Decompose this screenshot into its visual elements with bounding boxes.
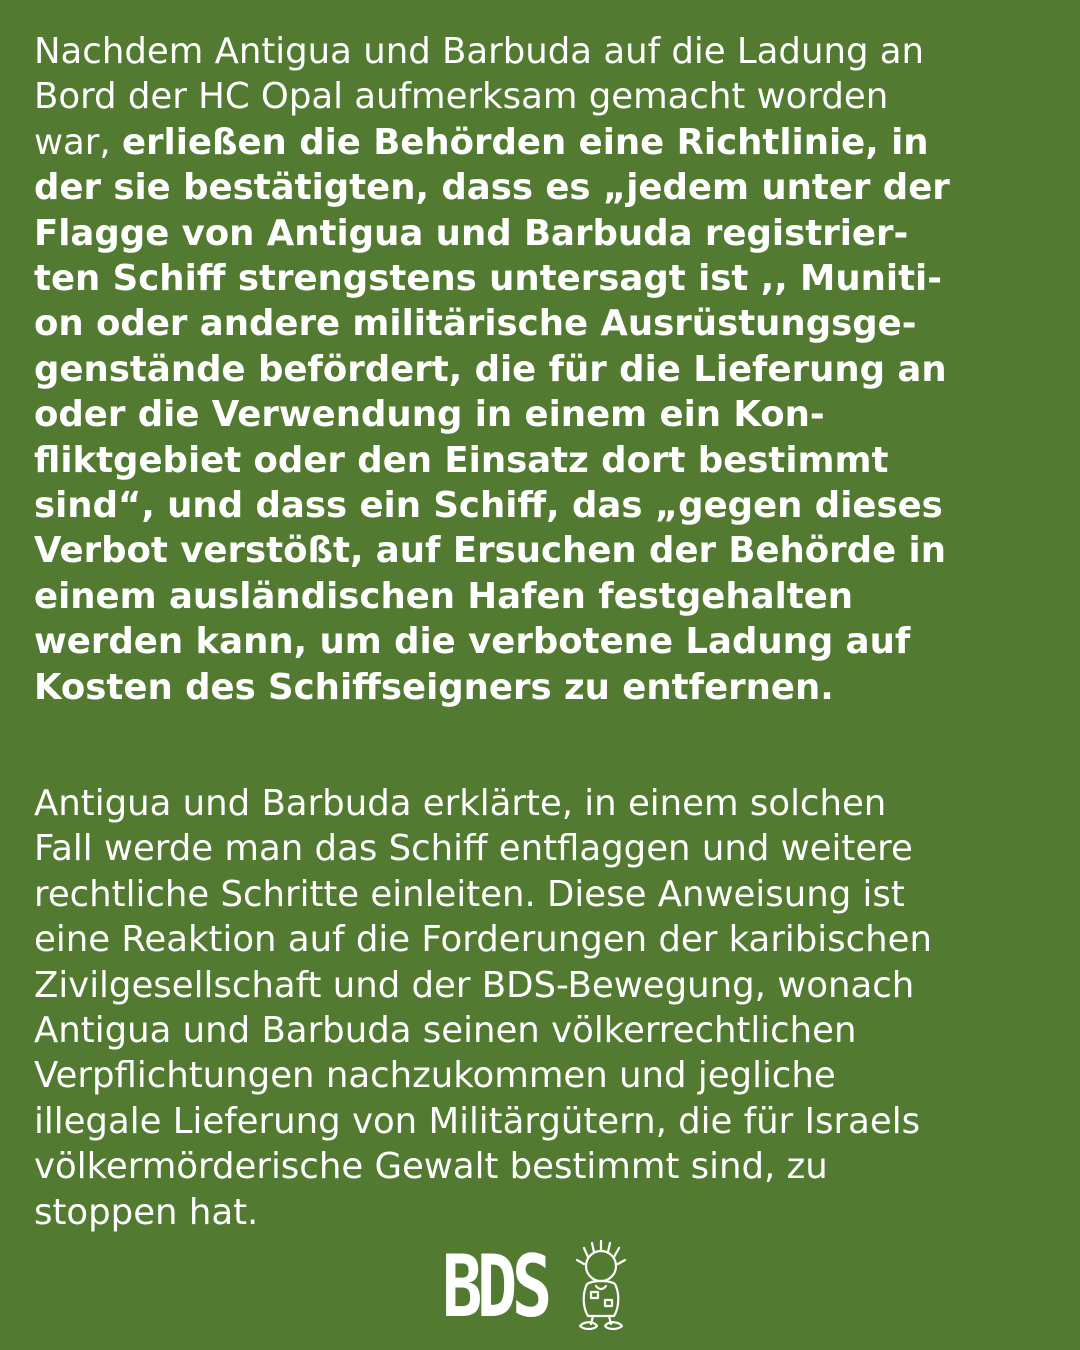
text-line: Kosten des Schiffseigners zu entfernen. <box>34 666 834 708</box>
text-line: einem ausländischen Hafen festgehalten <box>34 575 854 617</box>
text-line: ten Schiff strengstens untersagt ist ,, Muniti- <box>34 258 942 300</box>
bds-logo <box>442 1237 642 1337</box>
paragraph-1 <box>34 29 1064 710</box>
text-line: Flagge von Antigua und Barbuda registrier- <box>34 212 909 254</box>
text-line: Verbot verstößt, auf Ersuchen der Behörde in <box>34 530 946 572</box>
text-line: völkermörderische Gewalt bestimmt sind, zu <box>34 1146 828 1188</box>
text-line: Antigua und Barbuda seinen völkerrechtlichen <box>34 1010 857 1052</box>
text-line: Zivilgesellschaft und der BDS-Bewegung, wonach <box>34 964 915 1006</box>
text-line: war, erließen die Behörden eine Richtlinie, in <box>34 121 929 163</box>
text-line: eine Reaktion auf die Forderungen der karibischen <box>34 919 933 961</box>
text-line: Antigua und Barbuda erklärte, in einem solchen <box>34 783 887 824</box>
handala-figure-icon <box>574 1240 630 1332</box>
bds-logo-text: BDS <box>442 1237 547 1337</box>
text-line: der sie bestätigten, dass es „jedem unter der <box>34 167 950 209</box>
text-line: Verpflichtungen nachzukommen und jegliche <box>34 1055 836 1097</box>
paragraph-2 <box>34 781 1064 1235</box>
text-line: stoppen hat. <box>34 1191 259 1233</box>
text-line: Fall werde man das Schiff entflaggen und weitere <box>34 828 913 870</box>
text-line: Nachdem Antigua und Barbuda auf die Ladung an <box>34 31 925 72</box>
text-line: fliktgebiet oder den Einsatz dort bestimmt <box>34 439 889 481</box>
text-line: genstände befördert, die für die Lieferung an <box>34 348 947 390</box>
text-line: sind“, und dass ein Schiff, das „gegen dieses <box>34 485 943 527</box>
text-line: on oder andere militärische Ausrüstungsge- <box>34 303 917 345</box>
text-line: illegale Lieferung von Militärgütern, die für Israels <box>34 1100 921 1142</box>
text-line: oder die Verwendung in einem ein Kon- <box>34 394 825 436</box>
text-line: werden kann, um die verbotene Ladung auf <box>34 621 911 663</box>
text-line: rechtliche Schritte einleiten. Diese Anweisung ist <box>34 873 905 915</box>
text-line: Bord der HC Opal aufmerksam gemacht worden <box>34 76 889 118</box>
